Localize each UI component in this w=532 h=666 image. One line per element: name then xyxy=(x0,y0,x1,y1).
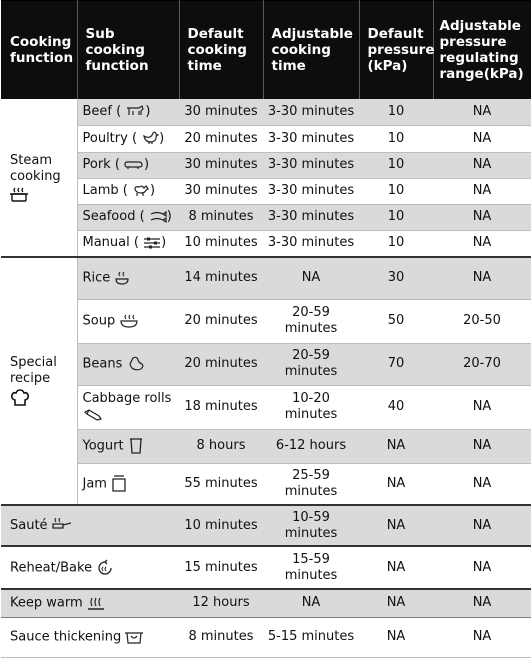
header-default-cooking-time: Default cooking time xyxy=(179,1,263,100)
adjustable-time: 3-30 minutes xyxy=(263,230,359,257)
cow-icon xyxy=(125,105,145,117)
group-label: Special recipe xyxy=(10,355,57,386)
default-time: 12 hours xyxy=(179,589,263,617)
adjustable-time: 3-30 minutes xyxy=(263,152,359,178)
pressure-range: NA xyxy=(433,463,531,505)
default-pressure: 50 xyxy=(359,299,433,343)
sub-function-seafood: Seafood ( ) xyxy=(77,204,179,230)
pressure-range: NA xyxy=(433,230,531,257)
default-pressure: NA xyxy=(359,617,433,657)
pressure-range: NA xyxy=(433,178,531,204)
pressure-range: NA xyxy=(433,99,531,125)
header-adjustable-pressure-range: Adjustable pressure regulating range(kPa) xyxy=(433,1,531,100)
adjustable-time: 5-15 minutes xyxy=(263,617,359,657)
function-reheat-bake: Reheat/Bake xyxy=(1,546,179,589)
default-pressure: 70 xyxy=(359,343,433,385)
sub-function-pork: Pork ( ) xyxy=(77,152,179,178)
default-pressure: NA xyxy=(359,463,433,505)
pressure-range: 20-70 xyxy=(433,343,531,385)
default-time: 30 minutes xyxy=(179,178,263,204)
reheat-icon xyxy=(96,559,114,577)
sauce-pot-icon xyxy=(125,629,143,645)
adjustable-time: 20-59 minutes xyxy=(263,299,359,343)
default-pressure: 10 xyxy=(359,125,433,152)
header-adjustable-cooking-time: Adjustable cooking time xyxy=(263,1,359,100)
adjustable-time: NA xyxy=(263,257,359,299)
default-pressure: 10 xyxy=(359,178,433,204)
table-row xyxy=(1,463,531,505)
default-time: 15 minutes xyxy=(179,546,263,589)
default-time: 30 minutes xyxy=(179,152,263,178)
rice-bowl-icon xyxy=(114,270,130,286)
sub-function-soup: Soup xyxy=(77,299,179,343)
adjustable-time: 15-59 minutes xyxy=(263,546,359,589)
default-pressure: 10 xyxy=(359,99,433,125)
pressure-range: NA xyxy=(433,152,531,178)
default-time: 30 minutes xyxy=(179,99,263,125)
fish-icon xyxy=(149,211,167,223)
default-time: 10 minutes xyxy=(179,505,263,546)
adjustable-time: 20-59 minutes xyxy=(263,343,359,385)
chicken-icon xyxy=(141,131,159,145)
cooking-functions-table xyxy=(1,0,531,658)
soup-bowl-icon xyxy=(119,313,139,329)
adjustable-time: 6-12 hours xyxy=(263,429,359,463)
function-saute: Sauté xyxy=(1,505,179,546)
default-time: 20 minutes xyxy=(179,125,263,152)
group-label: Steam cooking xyxy=(10,152,61,184)
sheep-icon xyxy=(132,184,150,198)
table-row xyxy=(1,589,531,617)
default-time: 20 minutes xyxy=(179,299,263,343)
adjustable-time: 3-30 minutes xyxy=(263,204,359,230)
pressure-range: NA xyxy=(433,589,531,617)
adjustable-time: 25-59 minutes xyxy=(263,463,359,505)
pressure-range: NA xyxy=(433,204,531,230)
default-pressure: 10 xyxy=(359,230,433,257)
default-pressure: NA xyxy=(359,589,433,617)
table-row xyxy=(1,617,531,657)
sub-function-cabbage-rolls: Cabbage rolls xyxy=(77,385,179,429)
pressure-range: NA xyxy=(433,546,531,589)
default-time: 18 minutes xyxy=(179,385,263,429)
sub-function-lamb: Lamb ( ) xyxy=(77,178,179,204)
group-special-recipe xyxy=(1,257,77,505)
default-time: 55 minutes xyxy=(179,463,263,505)
table-header-row xyxy=(1,1,531,100)
pressure-range: 20-50 xyxy=(433,299,531,343)
pressure-range: NA xyxy=(433,505,531,546)
default-time: 8 minutes xyxy=(179,204,263,230)
table-row xyxy=(1,230,531,257)
adjustable-time: NA xyxy=(263,589,359,617)
yogurt-cup-icon xyxy=(128,437,144,455)
sub-function-manual: Manual ( ) xyxy=(77,230,179,257)
pressure-range: NA xyxy=(433,125,531,152)
header-sub-cooking-function: Sub cooking function xyxy=(77,1,179,100)
table-row xyxy=(1,152,531,178)
bean-icon xyxy=(127,356,145,372)
default-pressure: 10 xyxy=(359,152,433,178)
default-time: 8 hours xyxy=(179,429,263,463)
pressure-range: NA xyxy=(433,257,531,299)
default-pressure: NA xyxy=(359,546,433,589)
table-row xyxy=(1,385,531,429)
default-pressure: NA xyxy=(359,505,433,546)
table-row xyxy=(1,125,531,152)
sub-function-beans: Beans xyxy=(77,343,179,385)
sub-function-jam: Jam xyxy=(77,463,179,505)
sliders-icon xyxy=(143,237,161,249)
adjustable-time: 3-30 minutes xyxy=(263,178,359,204)
steam-pot-icon xyxy=(10,187,28,203)
default-time: 20 minutes xyxy=(179,343,263,385)
table-row xyxy=(1,99,531,125)
pig-icon xyxy=(124,159,144,171)
default-pressure: NA xyxy=(359,429,433,463)
default-time: 8 minutes xyxy=(179,617,263,657)
default-time: 14 minutes xyxy=(179,257,263,299)
sub-function-yogurt: Yogurt xyxy=(77,429,179,463)
pressure-range: NA xyxy=(433,385,531,429)
header-cooking-function: Cooking function xyxy=(1,1,77,100)
group-steam-cooking xyxy=(1,99,77,257)
header-default-pressure: Default pressure (kPa) xyxy=(359,1,433,100)
table-row xyxy=(1,204,531,230)
default-pressure: 10 xyxy=(359,204,433,230)
pressure-range: NA xyxy=(433,617,531,657)
roll-icon xyxy=(83,408,103,422)
table-row xyxy=(1,505,531,546)
adjustable-time: 10-59 minutes xyxy=(263,505,359,546)
sub-function-beef: Beef ( ) xyxy=(77,99,179,125)
sub-function-poultry: Poultry ( ) xyxy=(77,125,179,152)
pressure-range: NA xyxy=(433,429,531,463)
table-row xyxy=(1,343,531,385)
adjustable-time: 10-20 minutes xyxy=(263,385,359,429)
default-pressure: 30 xyxy=(359,257,433,299)
table-row xyxy=(1,257,531,299)
table-row xyxy=(1,546,531,589)
function-sauce-thickening: Sauce thickening xyxy=(1,617,179,657)
sub-function-rice: Rice xyxy=(77,257,179,299)
default-time: 10 minutes xyxy=(179,230,263,257)
chef-hat-icon xyxy=(10,389,30,407)
keep-warm-icon xyxy=(87,595,105,611)
adjustable-time: 3-30 minutes xyxy=(263,125,359,152)
table-row xyxy=(1,178,531,204)
table-row xyxy=(1,429,531,463)
table-row xyxy=(1,299,531,343)
saute-pan-icon xyxy=(52,518,72,532)
jam-jar-icon xyxy=(111,475,127,493)
function-keep-warm: Keep warm xyxy=(1,589,179,617)
adjustable-time: 3-30 minutes xyxy=(263,99,359,125)
default-pressure: 40 xyxy=(359,385,433,429)
